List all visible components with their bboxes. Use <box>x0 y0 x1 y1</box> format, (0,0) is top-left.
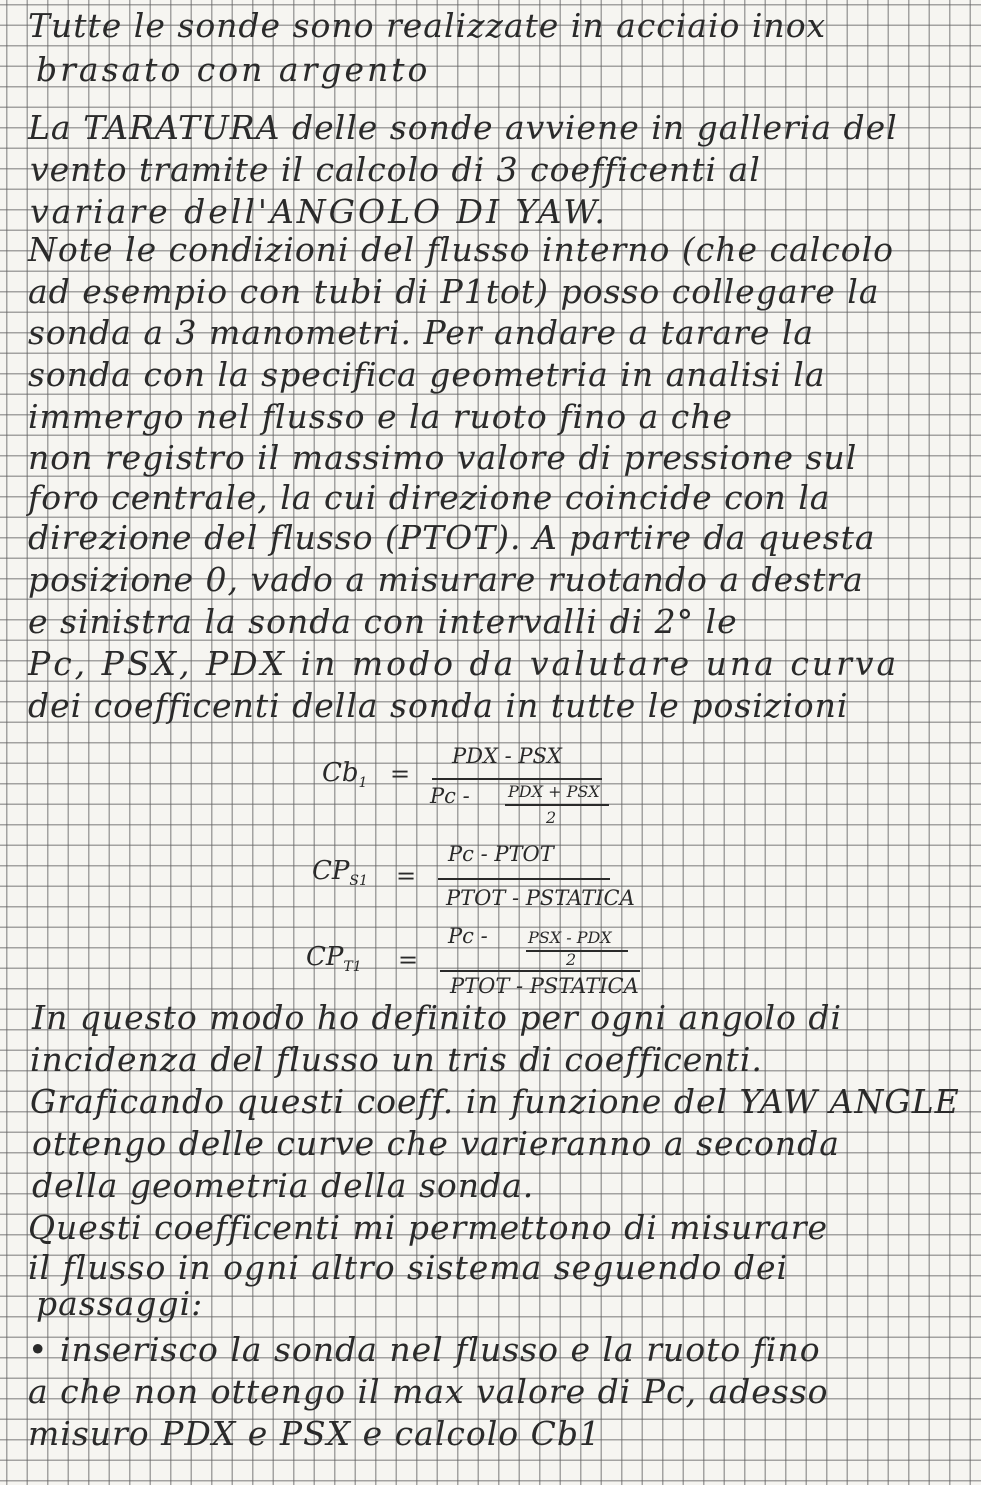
formula-denominator: PTOT - PSTATICA <box>446 886 635 910</box>
formula-numerator: Pc - PTOT <box>448 842 554 866</box>
equals-sign: = <box>390 760 411 788</box>
text-line: Graficando questi coeff. in funzione del YAW ANGLE <box>30 1082 960 1121</box>
text-line: misuro PDX e PSX e calcolo Cb1 <box>28 1414 601 1453</box>
inner-fraction-bar <box>505 804 609 806</box>
text-line: non registro il massimo valore di pressione sul <box>28 438 858 477</box>
text-line: vento tramite il calcolo di 3 coefficenti al <box>30 150 761 189</box>
text-line: e sinistra la sonda con intervalli di 2° le <box>28 602 738 641</box>
text-line: passaggi: <box>36 1284 204 1323</box>
text-line: Note le condizioni del flusso interno (che calcolo <box>28 230 895 269</box>
inner-denominator: 2 <box>546 808 557 827</box>
text-line: variare dell'ANGOLO DI YAW. <box>30 192 608 231</box>
text-line: direzione del flusso (PTOT). A partire da questa <box>28 518 876 557</box>
formula-numerator: Pc - <box>448 924 488 948</box>
formula-numerator: PDX - PSX <box>452 744 562 768</box>
text-line: immergo nel flusso e la ruoto fino a che <box>28 397 734 436</box>
fraction-bar <box>438 878 610 880</box>
text-line: brasato con argento <box>36 50 431 89</box>
text-line: Tutte le sonde sono realizzate in acciaio inox <box>28 6 827 45</box>
formula-lhs: $Cb_1$ <box>322 758 368 792</box>
formula-denominator: PTOT - PSTATICA <box>450 974 639 998</box>
text-line: posizione 0, vado a misurare ruotando a destra <box>28 560 864 599</box>
text-line: a che non ottengo il max valore di Pc, adesso <box>28 1372 829 1411</box>
text-line: il flusso in ogni altro sistema seguendo dei <box>28 1248 789 1287</box>
fraction-bar <box>432 778 602 780</box>
text-line: ottengo delle curve che varieranno a seconda <box>32 1124 840 1163</box>
fraction-bar <box>440 970 640 972</box>
inner-numerator: PSX - PDX <box>528 928 612 947</box>
text-line: • inserisco la sonda nel flusso e la ruoto fino <box>28 1330 821 1369</box>
equals-sign: = <box>396 862 417 890</box>
formula-lhs: $CP_{T1}$ <box>306 942 362 976</box>
formula-lhs: $CP_{S1}$ <box>312 856 368 890</box>
text-line: Pc, PSX, PDX in modo da valutare una curva <box>28 644 900 683</box>
text-line: In questo modo ho definito per ogni angolo di <box>32 998 843 1037</box>
inner-denominator: 2 <box>566 950 577 969</box>
inner-fraction-bar <box>526 950 628 952</box>
text-line: Questi coefficenti mi permettono di misurare <box>28 1208 829 1247</box>
text-line: foro centrale, la cui direzione coincide con la <box>28 478 831 517</box>
formula-denominator: Pc - <box>430 784 470 808</box>
equals-sign: = <box>398 946 419 974</box>
text-line: sonda a 3 manometri. Per andare a tarare la <box>28 313 815 352</box>
text-line: sonda con la specifica geometria in analisi la <box>28 355 826 394</box>
text-line: ad esempio con tubi di P1tot) posso collegare la <box>28 272 880 311</box>
text-line: La TARATURA delle sonde avviene in galleria del <box>28 108 898 147</box>
inner-numerator: PDX + PSX <box>508 782 600 801</box>
text-line: della geometria della sonda. <box>32 1166 535 1205</box>
text-line: dei coefficenti della sonda in tutte le posizioni <box>28 686 849 725</box>
text-line: incidenza del flusso un tris di coefficenti. <box>30 1040 763 1079</box>
